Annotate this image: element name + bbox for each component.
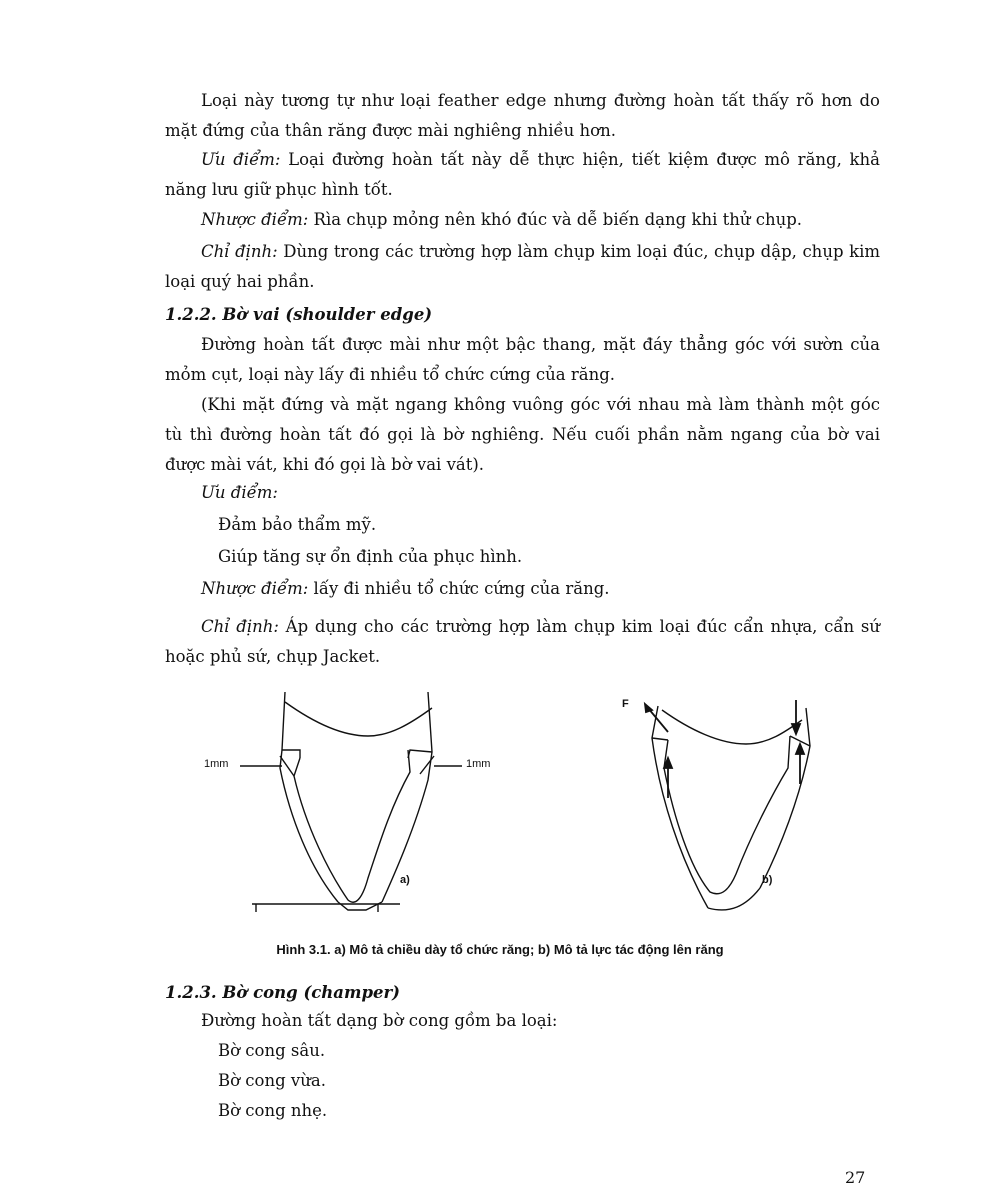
champer-item: Bờ cong sâu. xyxy=(218,1041,326,1060)
figure-caption: Hình 3.1. a) Mô tả chiều dày tổ chức răng; b) Mô tả lực tác động lên răng xyxy=(276,942,724,957)
page-number: 27 xyxy=(845,1168,866,1187)
crown-outline-b xyxy=(662,710,802,744)
crown-outline-a xyxy=(285,702,432,736)
force-arrow-head xyxy=(796,744,804,754)
label-1mm-right: 1mm xyxy=(466,758,491,770)
champer-item: Bờ cong nhẹ. xyxy=(218,1101,328,1120)
shoulder-advantage-item: Giúp tăng sự ổn định của phục hình. xyxy=(218,547,523,566)
shoulder-indications: Chỉ định: Áp dụng cho các trường hợp làm chụp kim loại đúc cẩn nhựa, cẩn sứ hoặc phủ sứ, chụp Jacket. xyxy=(165,617,880,666)
tooth-outer-wall-b xyxy=(760,708,810,888)
label-diagram-b: b) xyxy=(762,874,773,886)
label-diagram-a: a) xyxy=(400,874,410,886)
shoulder-step-a xyxy=(408,750,432,758)
section-heading-champer: 1.2.3. Bờ cong (champer) xyxy=(165,983,400,1002)
tooth-outer-wall-a xyxy=(382,692,432,902)
label-1mm-left: 1mm xyxy=(204,758,229,770)
force-arrow-head xyxy=(792,724,800,734)
paragraph-indications: Chỉ định: Dùng trong các trường hợp làm chụp kim loại đúc, chụp dập, chụp kim loại quý hai phần. xyxy=(165,242,880,291)
tooth-diagram xyxy=(190,688,840,920)
tooth-figure xyxy=(190,688,840,920)
root-apex-a xyxy=(338,902,382,910)
shoulder-advantages-label: Ưu điểm: xyxy=(201,483,278,502)
shoulder-bevel-a xyxy=(420,756,434,774)
shoulder-step-b xyxy=(652,738,668,740)
shoulder-step-a xyxy=(282,750,300,758)
paragraph-shoulder-note: (Khi mặt đứng và mặt ngang không vuông góc với nhau mà làm thành một góc tù thì đường hoàn tất đó gọi là bờ nghiêng. Nếu cuối phần nằm ngang của bờ vai được mài vát, khi đó gọi là bờ vai vát). xyxy=(165,395,880,474)
root-apex-b xyxy=(708,888,760,910)
disadvantages-label: Nhược điểm: xyxy=(201,210,309,229)
indications-label: Chỉ định: xyxy=(201,242,278,261)
force-arrow-head xyxy=(645,704,652,712)
paragraph-shoulder-description: Đường hoàn tất được mài như một bậc thang, mặt đáy thẳng góc với sườn của mỏm cụt, loại này lấy đi nhiều tổ chức cứng của răng. xyxy=(165,335,880,384)
paragraph-feather-edge: Loại này tương tự như loại feather edge nhưng đường hoàn tất thấy rõ hơn do mặt đứng của thân răng được mài nghiêng nhiều hơn. xyxy=(165,91,880,140)
section-heading-shoulder-edge: 1.2.2. Bờ vai (shoulder edge) xyxy=(165,305,433,324)
champer-item: Bờ cong vừa. xyxy=(218,1071,326,1090)
paragraph-advantages: Ưu điểm: Loại đường hoàn tất này dễ thực hiện, tiết kiệm được mô răng, khả năng lưu giữ phục hình tốt. xyxy=(165,150,880,199)
advantages-label: Ưu điểm: xyxy=(201,150,281,169)
shoulder-bevel-a xyxy=(280,756,294,776)
paragraph-champer-intro: Đường hoàn tất dạng bờ cong gồm ba loại: xyxy=(201,1011,558,1030)
paragraph-disadvantages: Nhược điểm: Rìa chụp mỏng nên khó đúc và dễ biến dạng khi thử chụp. xyxy=(201,210,803,229)
label-force-f: F xyxy=(622,698,629,710)
tooth-inner-wall-b xyxy=(664,736,790,894)
shoulder-advantage-item: Đảm bảo thẩm mỹ. xyxy=(218,515,377,534)
shoulder-disadvantages: Nhược điểm: lấy đi nhiều tổ chức cứng của răng. xyxy=(201,579,610,598)
